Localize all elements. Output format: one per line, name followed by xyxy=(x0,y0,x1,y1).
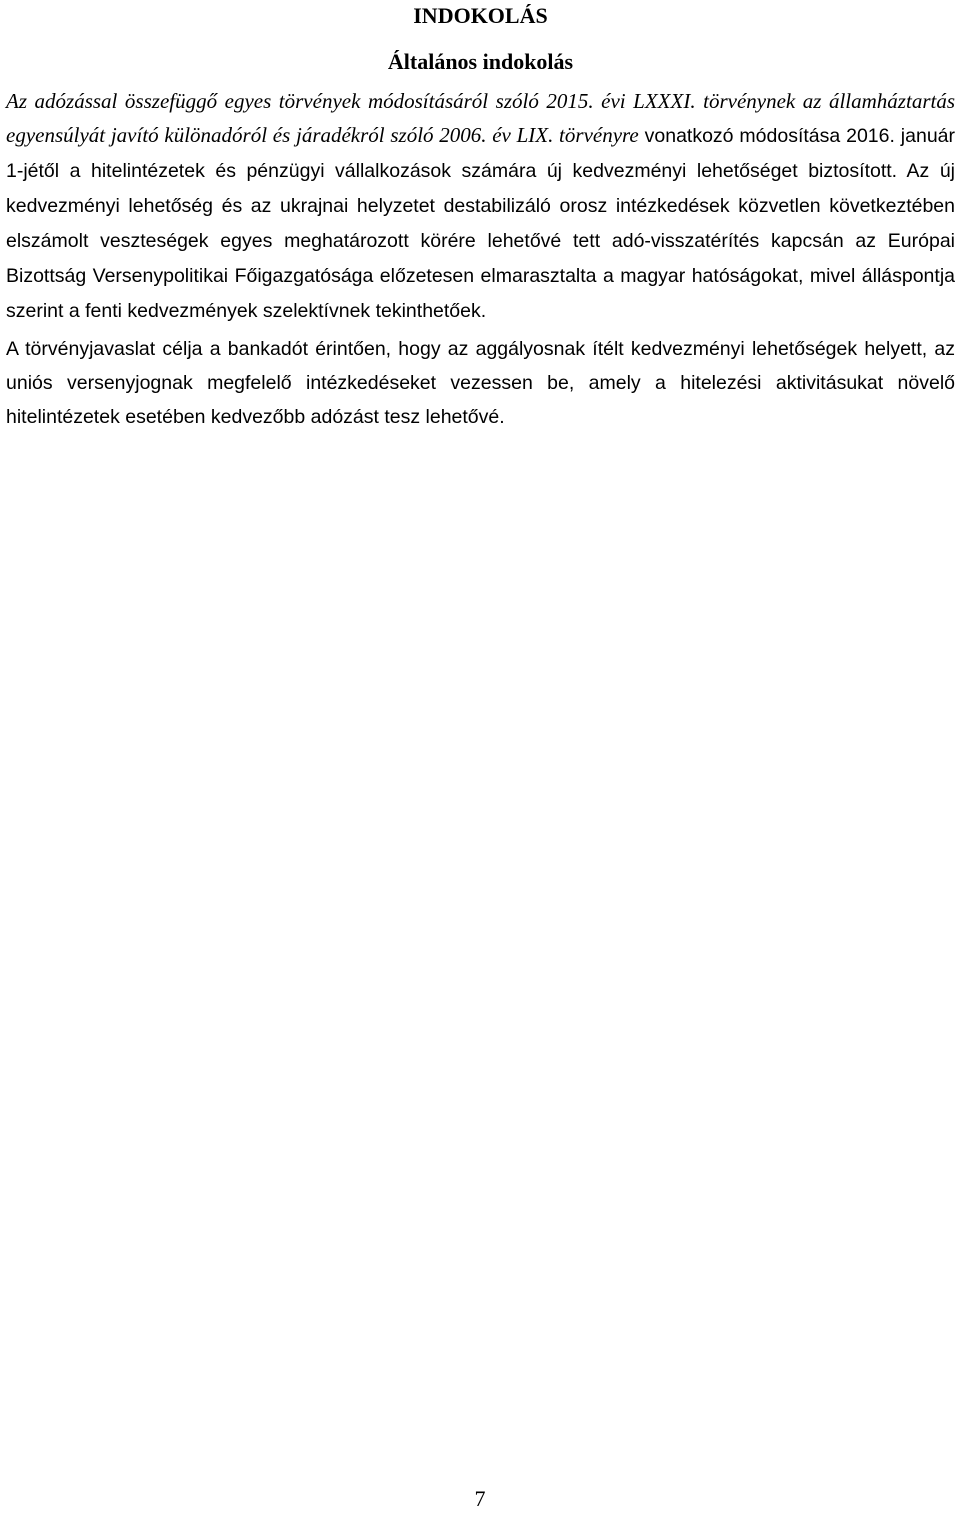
paragraph-1-italic-lead: Az adózással összefüggő egyes törvények módosításáról szóló 2015. évi LXXXI. törvénynek az államháztartás egyensúlyát javító különadóról és járadékról szóló 2006. év LIX. törvényre xyxy=(6,89,955,147)
document-title: INDOKOLÁS xyxy=(413,3,548,28)
page-number: 7 xyxy=(474,1486,486,1511)
paragraph-2: A törvényjavaslat célja a bankadót érintően, hogy az aggályosnak ítélt kedvezményi lehetőségek helyett, az uniós versenyjognak megfelelő intézkedéseket vezessen be, amely a hitelezési aktivitásukat növelő hitelintézetek esetében kedvezőbb adózást tesz lehetővé. xyxy=(6,338,955,428)
document-page xyxy=(6,0,955,434)
document-subtitle: Általános indokolás xyxy=(387,49,574,74)
paragraph-1-body: vonatkozó módosítása 2016. január 1-jétől a hitelintézetek és pénzügyi vállalkozások számára új kedvezményi lehetőséget biztosított. Az új kedvezményi lehetőség és az ukrajnai helyzetet destabilizáló orosz intézkedések közvetlen következtében elszámolt veszteségek egyes meghatározott körére lehetővé tett adó-visszatérítés kapcsán az Európai Bizottság Versenypolitikai Főigazgatósága előzetesen elmarasztalta a magyar hatóságokat, mivel álláspontja szerint a fenti kedvezmények szelektívnek tekinthetőek. xyxy=(6,125,956,322)
paragraph-1 xyxy=(6,84,955,328)
